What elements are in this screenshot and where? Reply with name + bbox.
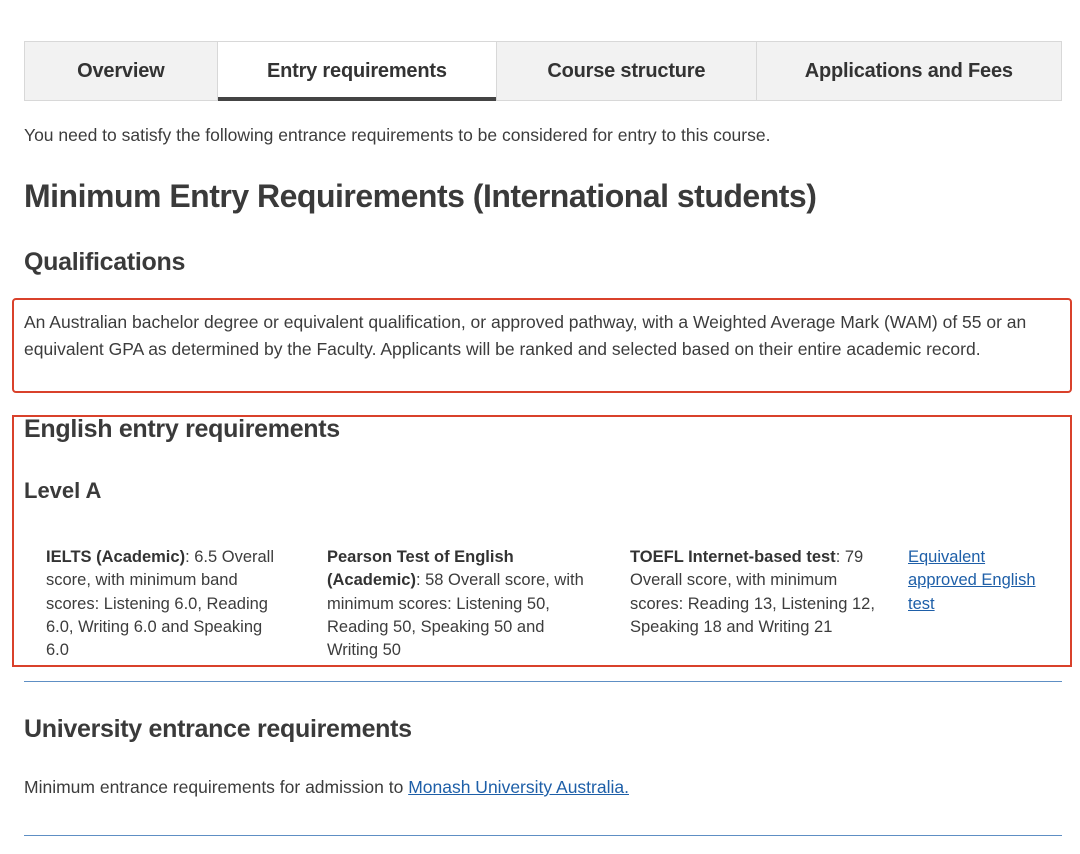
page-title: Minimum Entry Requirements (International students) xyxy=(24,178,817,214)
english-heading: English entry requirements xyxy=(24,415,340,443)
pte-requirement xyxy=(327,546,597,662)
section-divider xyxy=(24,835,1062,836)
tab-entry-requirements[interactable]: Entry requirements xyxy=(218,42,497,100)
ielts-name: IELTS (Academic) xyxy=(46,548,186,566)
pte-name: Pearson Test of English (Academic) xyxy=(327,548,514,590)
tab-course-structure[interactable]: Course structure xyxy=(497,42,757,100)
university-heading: University entrance requirements xyxy=(24,715,412,743)
intro-text: You need to satisfy the following entrance requirements to be considered for entry to this course. xyxy=(24,125,771,145)
toefl-name: TOEFL Internet-based test xyxy=(630,548,836,566)
qualifications-text: An Australian bachelor degree or equivalent qualification, or approved pathway, with a Weighted Average Mark (WAM) of 55 or an equivalent GPA as determined by the Faculty. Applicants will be ranked and selected based on their entire academic record. xyxy=(24,312,1027,359)
section-divider xyxy=(24,681,1062,682)
qualifications-heading: Qualifications xyxy=(24,248,186,276)
ielts-requirement xyxy=(46,546,286,662)
tab-applications-and-fees[interactable]: Applications and Fees xyxy=(804,59,1013,82)
university-text xyxy=(24,777,629,798)
pte-detail: : 58 Overall score, with minimum scores: Listening 50, Reading 50, Speaking 50 and Writing 50 xyxy=(327,571,584,660)
ielts-detail: : 6.5 Overall score, with minimum band scores: Listening 6.0, Reading 6.0, Writing 6.0 and Speaking 6.0 xyxy=(46,548,275,660)
toefl-detail: : 79 Overall score, with minimum scores: Reading 13, Listening 12, Speaking 18 and Writing 21 xyxy=(630,548,875,636)
equivalent-english-test-link[interactable]: Equivalent approved English test xyxy=(908,548,1036,613)
equivalent-test-cell xyxy=(908,546,1058,616)
university-text-body: Minimum entrance requirements for admission to xyxy=(24,777,409,797)
monash-university-link[interactable]: Monash University Australia. xyxy=(408,777,629,797)
english-level: Level A xyxy=(24,478,102,503)
tab-bar xyxy=(24,41,1062,101)
tab-overview[interactable]: Overview xyxy=(25,42,218,100)
toefl-requirement xyxy=(630,546,875,639)
